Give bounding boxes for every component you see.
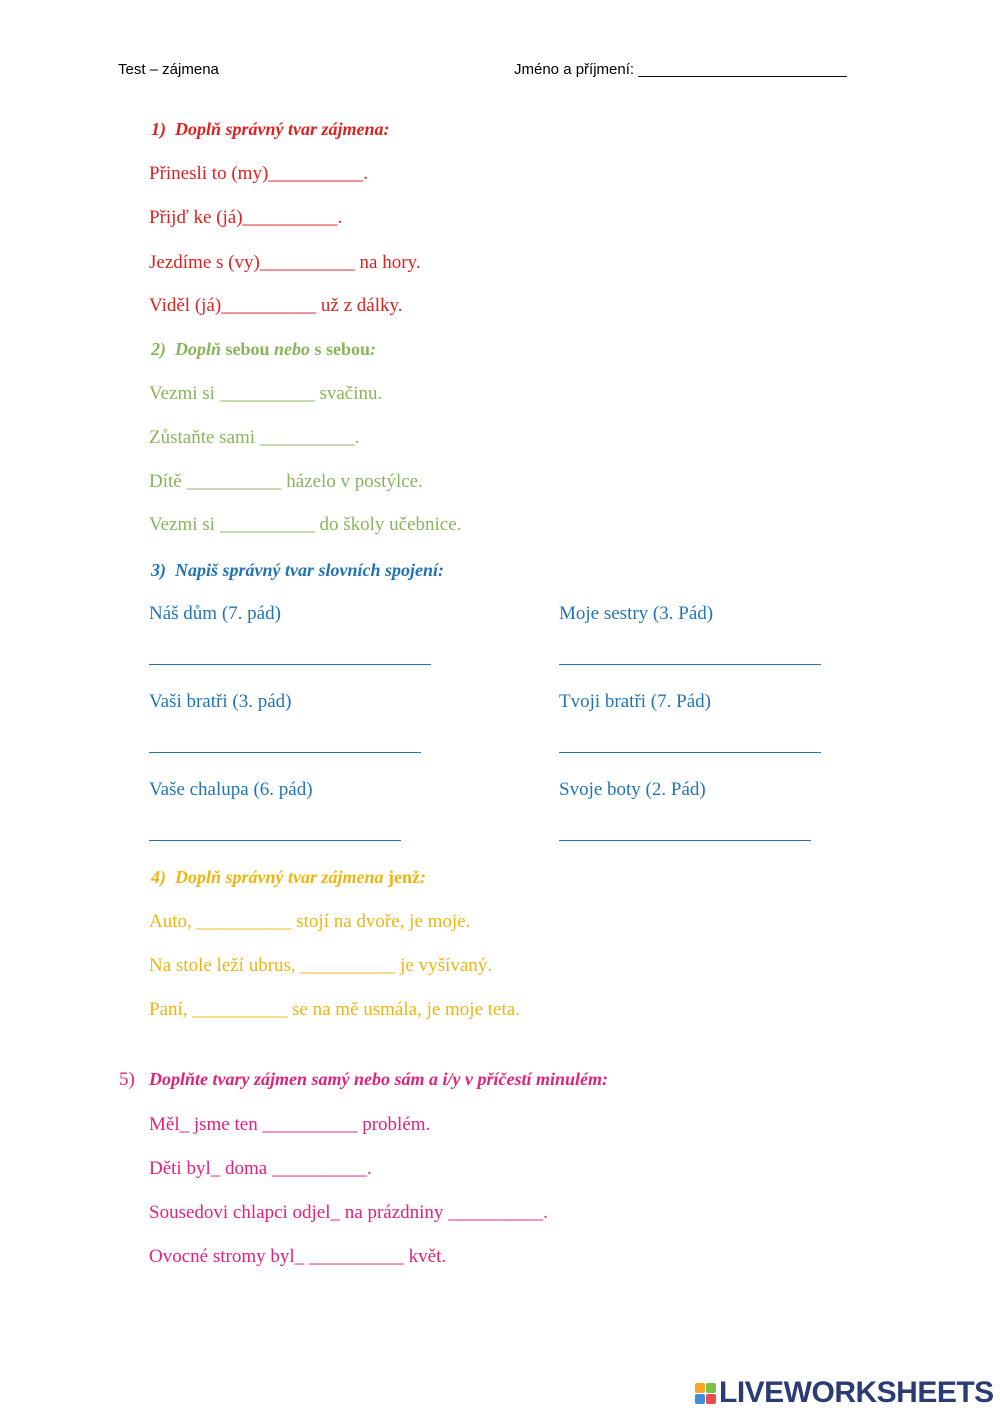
logo-text: LIVEWORKSHEETS — [719, 1376, 994, 1409]
section-1-line: Jezdíme s (vy)__________ na hory. — [149, 252, 421, 273]
section-4-line: Na stole leží ubrus, __________ je vyšívaný. — [149, 955, 493, 976]
section-2-line: Dítě __________ házelo v postýlce. — [149, 471, 423, 492]
section-2-line: Vezmi si __________ svačinu. — [149, 383, 383, 404]
section-5-line: Děti byl_ doma __________. — [149, 1158, 372, 1179]
section-3-title: 3) Napiš správný tvar slovních spojení: — [151, 560, 445, 580]
section-2-line: Zůstaňte sami __________. — [149, 427, 360, 448]
section-5-line: Měl_ jsme ten __________ problém. — [149, 1114, 431, 1135]
answer-line[interactable] — [149, 840, 401, 841]
section-2-line: Vezmi si __________ do školy učebnice. — [149, 514, 462, 535]
section-3-item: Vaše chalupa (6. pád) — [149, 779, 313, 800]
answer-line[interactable] — [149, 664, 431, 665]
section-4-line: Auto, __________ stojí na dvoře, je moje. — [149, 911, 471, 932]
section-3-item: Svoje boty (2. Pád) — [559, 779, 706, 800]
section-3-item: Vaši bratři (3. pád) — [149, 691, 292, 712]
section-5-line: Sousedovi chlapci odjel_ na prázdniny __________. — [149, 1202, 548, 1223]
section-1-line: Přinesli to (my)__________. — [149, 163, 369, 184]
answer-line[interactable] — [559, 840, 811, 841]
section-2-title: 2) Doplň sebou nebo s sebou: — [151, 339, 377, 359]
answer-line[interactable] — [559, 664, 821, 665]
section-5-title: Doplňte tvary zájmen samý nebo sám a i/y v příčestí minulém: — [149, 1069, 608, 1089]
answer-line[interactable] — [559, 752, 821, 753]
section-1-line: Přijď ke (já)__________. — [149, 207, 343, 228]
section-3-item: Náš dům (7. pád) — [149, 603, 281, 624]
section-5-line: Ovocné stromy byl_ __________ květ. — [149, 1246, 447, 1267]
section-3-item: Moje sestry (3. Pád) — [559, 603, 714, 624]
liveworksheets-logo — [695, 1376, 994, 1410]
answer-line[interactable] — [149, 752, 421, 753]
test-title: Test – zájmena — [118, 61, 219, 78]
name-field-label: Jméno a příjmení: _________________________ — [514, 61, 847, 78]
section-4-title: 4) Doplň správný tvar zájmena jenž: — [151, 867, 426, 887]
section-3-item: Tvoji bratři (7. Pád) — [559, 691, 711, 712]
section-1-line: Viděl (já)__________ už z dálky. — [149, 295, 403, 316]
section-1-title: 1) Doplň správný tvar zájmena: — [151, 119, 390, 139]
section-4-line: Paní, __________ se na mě usmála, je moje teta. — [149, 999, 520, 1020]
colored-blocks-icon — [695, 1383, 716, 1404]
section-5-number: 5) — [119, 1069, 135, 1090]
